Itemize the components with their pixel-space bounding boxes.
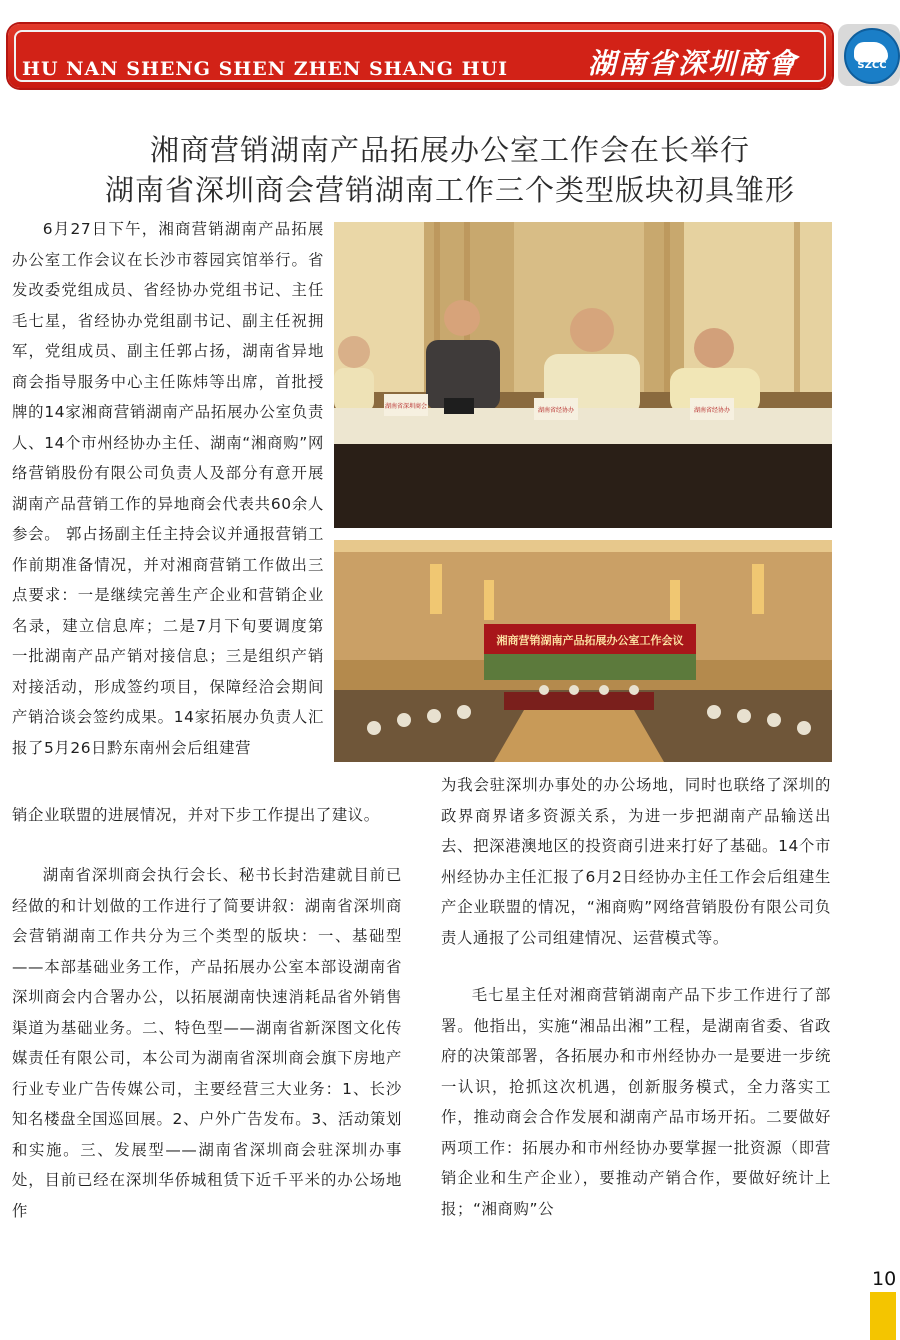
paragraph-1: 6月27日下午，湘商营销湖南产品拓展办公室工作会议在长沙市蓉园宾馆举行。省发改委党组成员、省经协办党组书记、主任毛七星，省经协办党组副书记、副主任祝拥军，党组成员、副主任郭占扬，湖南省异地商会指导服务中心主任陈炜等出席，首批授牌的14家湘商营销湖南产品拓展办公室负责人、14个市州经协办主任、湖南“湘商购”网络营销股份有限公司负责人及部分有意开展湖南产品营销工作的异地商会代表共60余人参会。 郭占扬副主任主持会议并通报营销工作前期准备情况，并对湘商营销工作做出三点要求：一是继续完善生产企业和营销企业名录，建立信息库；二是7月下旬要调度第一批湖南产品产销对接信息；三是组织产销对接活动，形成签约项目，保障经洽会期间产销洽谈会签约成果。14家拓展办负责人汇报了5月26日黔东南州会后组建营: [12, 220, 324, 757]
name-placard-2: 湖南省经协办: [537, 407, 575, 414]
masthead-banner: [8, 24, 832, 88]
paragraph-1-tail: 销企业联盟的进展情况，并对下步工作提出了建议。: [12, 806, 380, 824]
page-edge-tab: [870, 1292, 896, 1340]
meeting-banner-text: 湘商营销湖南产品拓展办公室工作会议: [496, 634, 684, 647]
page-number: 10: [872, 1268, 897, 1290]
paragraph-2: 湖南省深圳商会执行会长、秘书长封浩建就目前已经做的和计划做的工作进行了简要讲叙：湖南省深圳商会营销湖南工作共分为三个类型的版块：一、基础型——本部基础业务工作，产品拓展办公室本部设湖南省深圳商会内合署办公，以拓展湖南快速消耗品省外销售渠道为基础业务。二、特色型——湖南省新深图文化传媒责任有限公司，本公司为湖南省深圳商会旗下房地产行业专业广告传媒公司，主要经营三大业务：1、长沙知名楼盘全国巡回展。2、户外广告发布。3、活动策划和实施。三、发展型——湖南省深圳商会驻深圳办事处，目前已经在深圳华侨城租赁下近千平米的办公场地作: [12, 866, 402, 1220]
szcc-logo: [838, 24, 900, 86]
paragraph-4: 毛七星主任对湘商营销湖南产品下步工作进行了部署。他指出，实施“湘品出湘”工程，是湖南省委、省政府的决策部署，各拓展办和市州经协办一是要进一步统一认识，抢抓这次机遇，创新服务模式，全力落实工作，推动商会合作发展和湖南产品市场开拓。二要做好两项工作：拓展办和市州经协办要掌握一批资源（即营销企业和生产企业），要推动产销合作，要做好统计上报；“湘商购”公: [441, 986, 831, 1218]
meeting-photo-hall: [334, 540, 832, 762]
paragraph-3: 为我会驻深圳办事处的办公场地，同时也联络了深圳的政界商界诸多资源关系，为进一步把湖南产品输送出去、把深港澳地区的投资商引进来打好了基础。14个市州经协办主任汇报了6月2日经协办主任工作会后组建生产企业联盟的情况，“湘商购”网络营销股份有限公司负责人通报了公司组建情况、运营模式等。: [441, 776, 831, 947]
bull-icon: [854, 42, 888, 62]
article-title-line1: 湘商营销湖南产品拓展办公室工作会在长举行: [149, 133, 750, 167]
meeting-photo-head-table: [334, 222, 832, 528]
name-placard-1: 湖南省深圳商会: [384, 403, 428, 410]
article-title-line2: 湖南省深圳商会营销湖南工作三个类型版块初具雏形: [104, 173, 795, 207]
bull-emblem-icon: [844, 28, 900, 84]
logo-text: SZCC: [857, 60, 887, 71]
name-placard-3: 湖南省经协办: [693, 407, 731, 414]
masthead-english-name: HU NAN SHENG SHEN ZHEN SHANG HUI: [22, 58, 509, 80]
masthead-chinese-name: 湖南省深圳商會: [588, 47, 799, 80]
